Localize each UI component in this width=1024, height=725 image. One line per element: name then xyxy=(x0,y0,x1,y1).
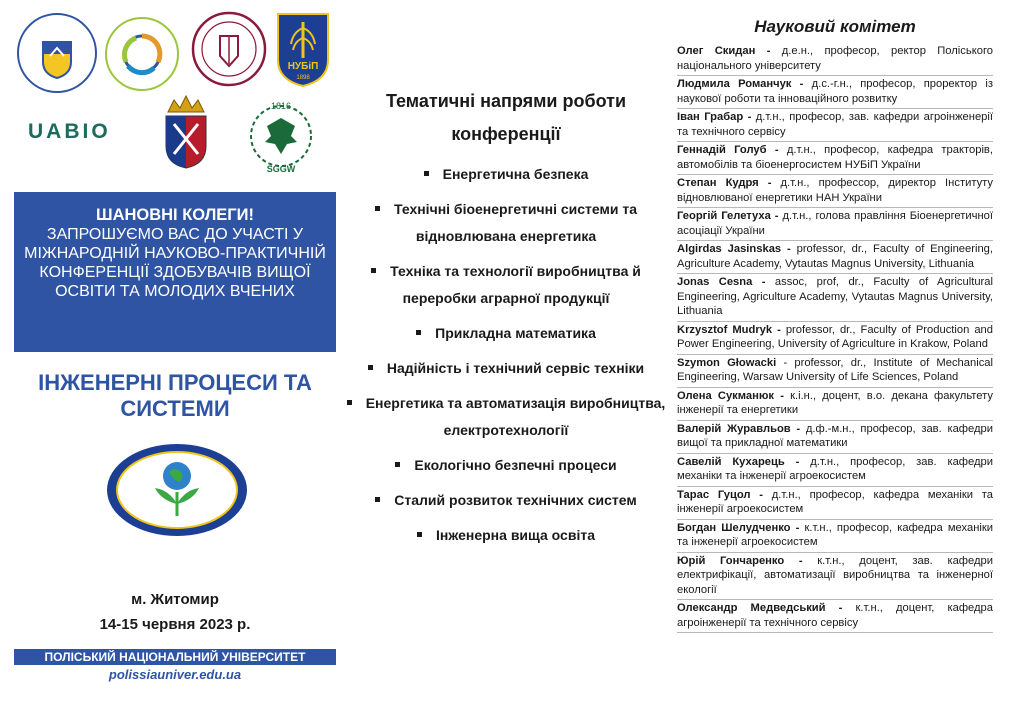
member-name: Савелій Кухарець - xyxy=(677,455,800,468)
member-description: professor, dr., Faculty of Engineering, Agriculture Academy, Vytautas Magnus University, Lithuania xyxy=(677,243,993,270)
committee-member xyxy=(677,43,993,76)
committee-member xyxy=(677,109,993,142)
invitation-body: ЗАПРОШУЄМО ВАС ДО УЧАСТІ У МІЖНАРОДНІЙ НАУКОВО-ПРАКТИЧНІЙ КОНФЕРЕНЦІЇ ЗДОБУВАЧІВ ВИЩОЇ ОСВІТИ ТА МОЛОДИХ ВЧЕНИХ xyxy=(24,226,326,300)
topic-item: Технічні біоенергетичні системи та відновлювана енергетика xyxy=(345,196,667,250)
member-description: д.т.н., професор, кафедра тракторів, автомобілів та біоенергосистем НУБіП України xyxy=(677,144,993,171)
sggw-year: 1816 xyxy=(270,101,292,111)
topics-title: Тематичні напрями роботи конференції xyxy=(385,91,627,144)
committee-member xyxy=(677,274,993,322)
member-name: Тарас Гуцол - xyxy=(677,488,763,501)
nubip-text: НУБіП xyxy=(287,61,319,72)
uabio-logo: UABIO xyxy=(28,120,111,143)
sggw-text: SGGW xyxy=(266,164,296,174)
ive-logo xyxy=(102,14,182,94)
city: м. Житомир xyxy=(131,591,219,608)
member-name: Геннадій Голуб - xyxy=(677,144,779,156)
committee-member xyxy=(677,208,993,241)
committee-member xyxy=(677,553,993,601)
member-name: Юрій Гончаренко - xyxy=(677,554,803,567)
bullet-icon xyxy=(371,268,376,273)
committee-member xyxy=(677,600,993,633)
conference-title: ІНЖЕНЕРНІ ПРОЦЕСИ ТА СИСТЕМИ xyxy=(38,370,312,421)
committee-member xyxy=(677,487,993,520)
committee-member xyxy=(677,421,993,454)
bullet-icon xyxy=(347,400,352,405)
bullet-icon xyxy=(395,462,400,467)
invitation-heading: ШАНОВНІ КОЛЕГИ! xyxy=(95,206,255,224)
university-name-bar: ПОЛІСЬКИЙ НАЦІОНАЛЬНИЙ УНІВЕРСИТЕТ xyxy=(14,649,336,665)
member-description: д.т.н., професор, кафедра механіки та інженерії агроекосистем xyxy=(677,488,993,515)
conference-dates: 14-15 червня 2023 р. xyxy=(99,616,251,633)
member-description: assoc, prof, dr., Faculty of Agricultural Engineering, Agriculture Academy, Vytautas Magnus University, Lithuania xyxy=(677,276,993,317)
topics-column xyxy=(345,85,667,557)
committee-member xyxy=(677,142,993,175)
member-description: д.т.н., голова правління Біоенергетичної асоціації України xyxy=(677,210,993,237)
website-link[interactable]: polissiauniver.edu.ua xyxy=(108,667,242,682)
member-name: Людмила Романчук - xyxy=(677,78,804,90)
committee-member xyxy=(677,520,993,553)
member-name: Олена Сукманюк - xyxy=(677,389,784,402)
member-name: Богдан Шелудченко - xyxy=(677,521,800,534)
topics-list xyxy=(345,161,667,549)
member-name: Jonas Cesna - xyxy=(677,276,766,288)
member-name: Валерій Журавльов - xyxy=(677,422,801,435)
committee-member xyxy=(677,454,993,487)
committee-member xyxy=(677,76,993,109)
topic-item: Енергетика та автоматизація виробництва, електротехнології xyxy=(345,390,667,444)
topic-item: Сталий розвиток технічних систем xyxy=(345,487,667,514)
committee-member xyxy=(677,175,993,208)
member-description: к.і.н., доцент, в.о. декана факультету інженерії та енергетики xyxy=(677,389,993,416)
vytautas-magnus-seal xyxy=(190,10,268,88)
bullet-icon xyxy=(368,365,373,370)
bullet-icon xyxy=(424,171,429,176)
member-name: Олександр Медведський - xyxy=(677,602,843,614)
member-name: Krzysztof Mudryk - xyxy=(677,323,781,336)
committee-column xyxy=(677,14,993,633)
member-name: Szymon Głowacki xyxy=(677,356,777,369)
member-description: professor, dr., Faculty of Production and Power Engineering, University of Agriculture in Krakow, Poland xyxy=(677,323,993,350)
member-description: к.т.н., доцент, зав. кафедри електрифікації, автоматизації виробництва та інженерної екології xyxy=(677,554,993,596)
committee-member xyxy=(677,322,993,355)
member-description: д.т.н., професcор, директор Інституту відновлюваної енергетики НАН України xyxy=(677,177,994,204)
member-description: д.ф.-м.н., професор, зав. кафедри вищої та прикладної математики xyxy=(677,422,993,449)
committee-list xyxy=(677,43,993,633)
committee-title: Науковий комітет xyxy=(754,17,916,36)
invitation-box xyxy=(14,192,336,352)
faculty-logo xyxy=(16,12,98,94)
member-name: Іван Грабар - xyxy=(677,111,752,123)
topic-item: Екологічно безпечні процеси xyxy=(345,452,667,479)
nubip-logo xyxy=(276,12,330,88)
member-description: д.т.н., професор, зав. кафедри агроінженерії та технічного сервісу xyxy=(677,111,993,138)
committee-member xyxy=(677,241,993,274)
member-description: - professor, dr., Institute of Mechanical Engineering, Warsaw University of Life Sciences, Poland xyxy=(677,356,993,383)
member-description: к.т.н., доцент, кафедра агроінженерії та технічного сервісу xyxy=(677,602,994,629)
bullet-icon xyxy=(375,497,380,502)
krakow-crest-logo xyxy=(160,94,212,170)
topic-item: Енергетична безпека xyxy=(345,161,667,188)
member-name: Олег Скидан - xyxy=(677,45,771,57)
bullet-icon xyxy=(417,532,422,537)
member-description: д.с.-г.н., професор, проректор із наукової роботи та інноваційного розвитку xyxy=(677,78,993,105)
polissia-university-emblem xyxy=(105,442,249,538)
committee-member xyxy=(677,388,993,421)
topic-item: Інженерна вища освіта xyxy=(345,522,667,549)
member-name: Георгій Гелетуха - xyxy=(677,210,779,222)
member-name: Algirdas Jasinskas - xyxy=(677,243,791,255)
topic-item: Техніка та технології виробництва й переробки аграрної продукції xyxy=(345,258,667,312)
committee-member xyxy=(677,355,993,388)
left-column xyxy=(14,0,336,725)
bullet-icon xyxy=(375,206,380,211)
topic-item: Надійність і технічний сервіс техніки xyxy=(345,355,667,382)
sggw-logo xyxy=(242,96,320,174)
bullet-icon xyxy=(416,330,421,335)
nubip-year: 1898 xyxy=(296,75,310,81)
member-description: д.е.н., професор, ректор Поліського національного університету xyxy=(677,45,993,72)
topic-item: Прикладна математика xyxy=(345,320,667,347)
member-description: д.т.н., професор, зав. кафедри механіки та інженерії агроекосистем xyxy=(677,455,993,482)
member-name: Степан Кудря - xyxy=(677,177,772,189)
member-description: к.т.н., професор, кафедра механіки та інженерії агроекосистем xyxy=(677,521,994,548)
